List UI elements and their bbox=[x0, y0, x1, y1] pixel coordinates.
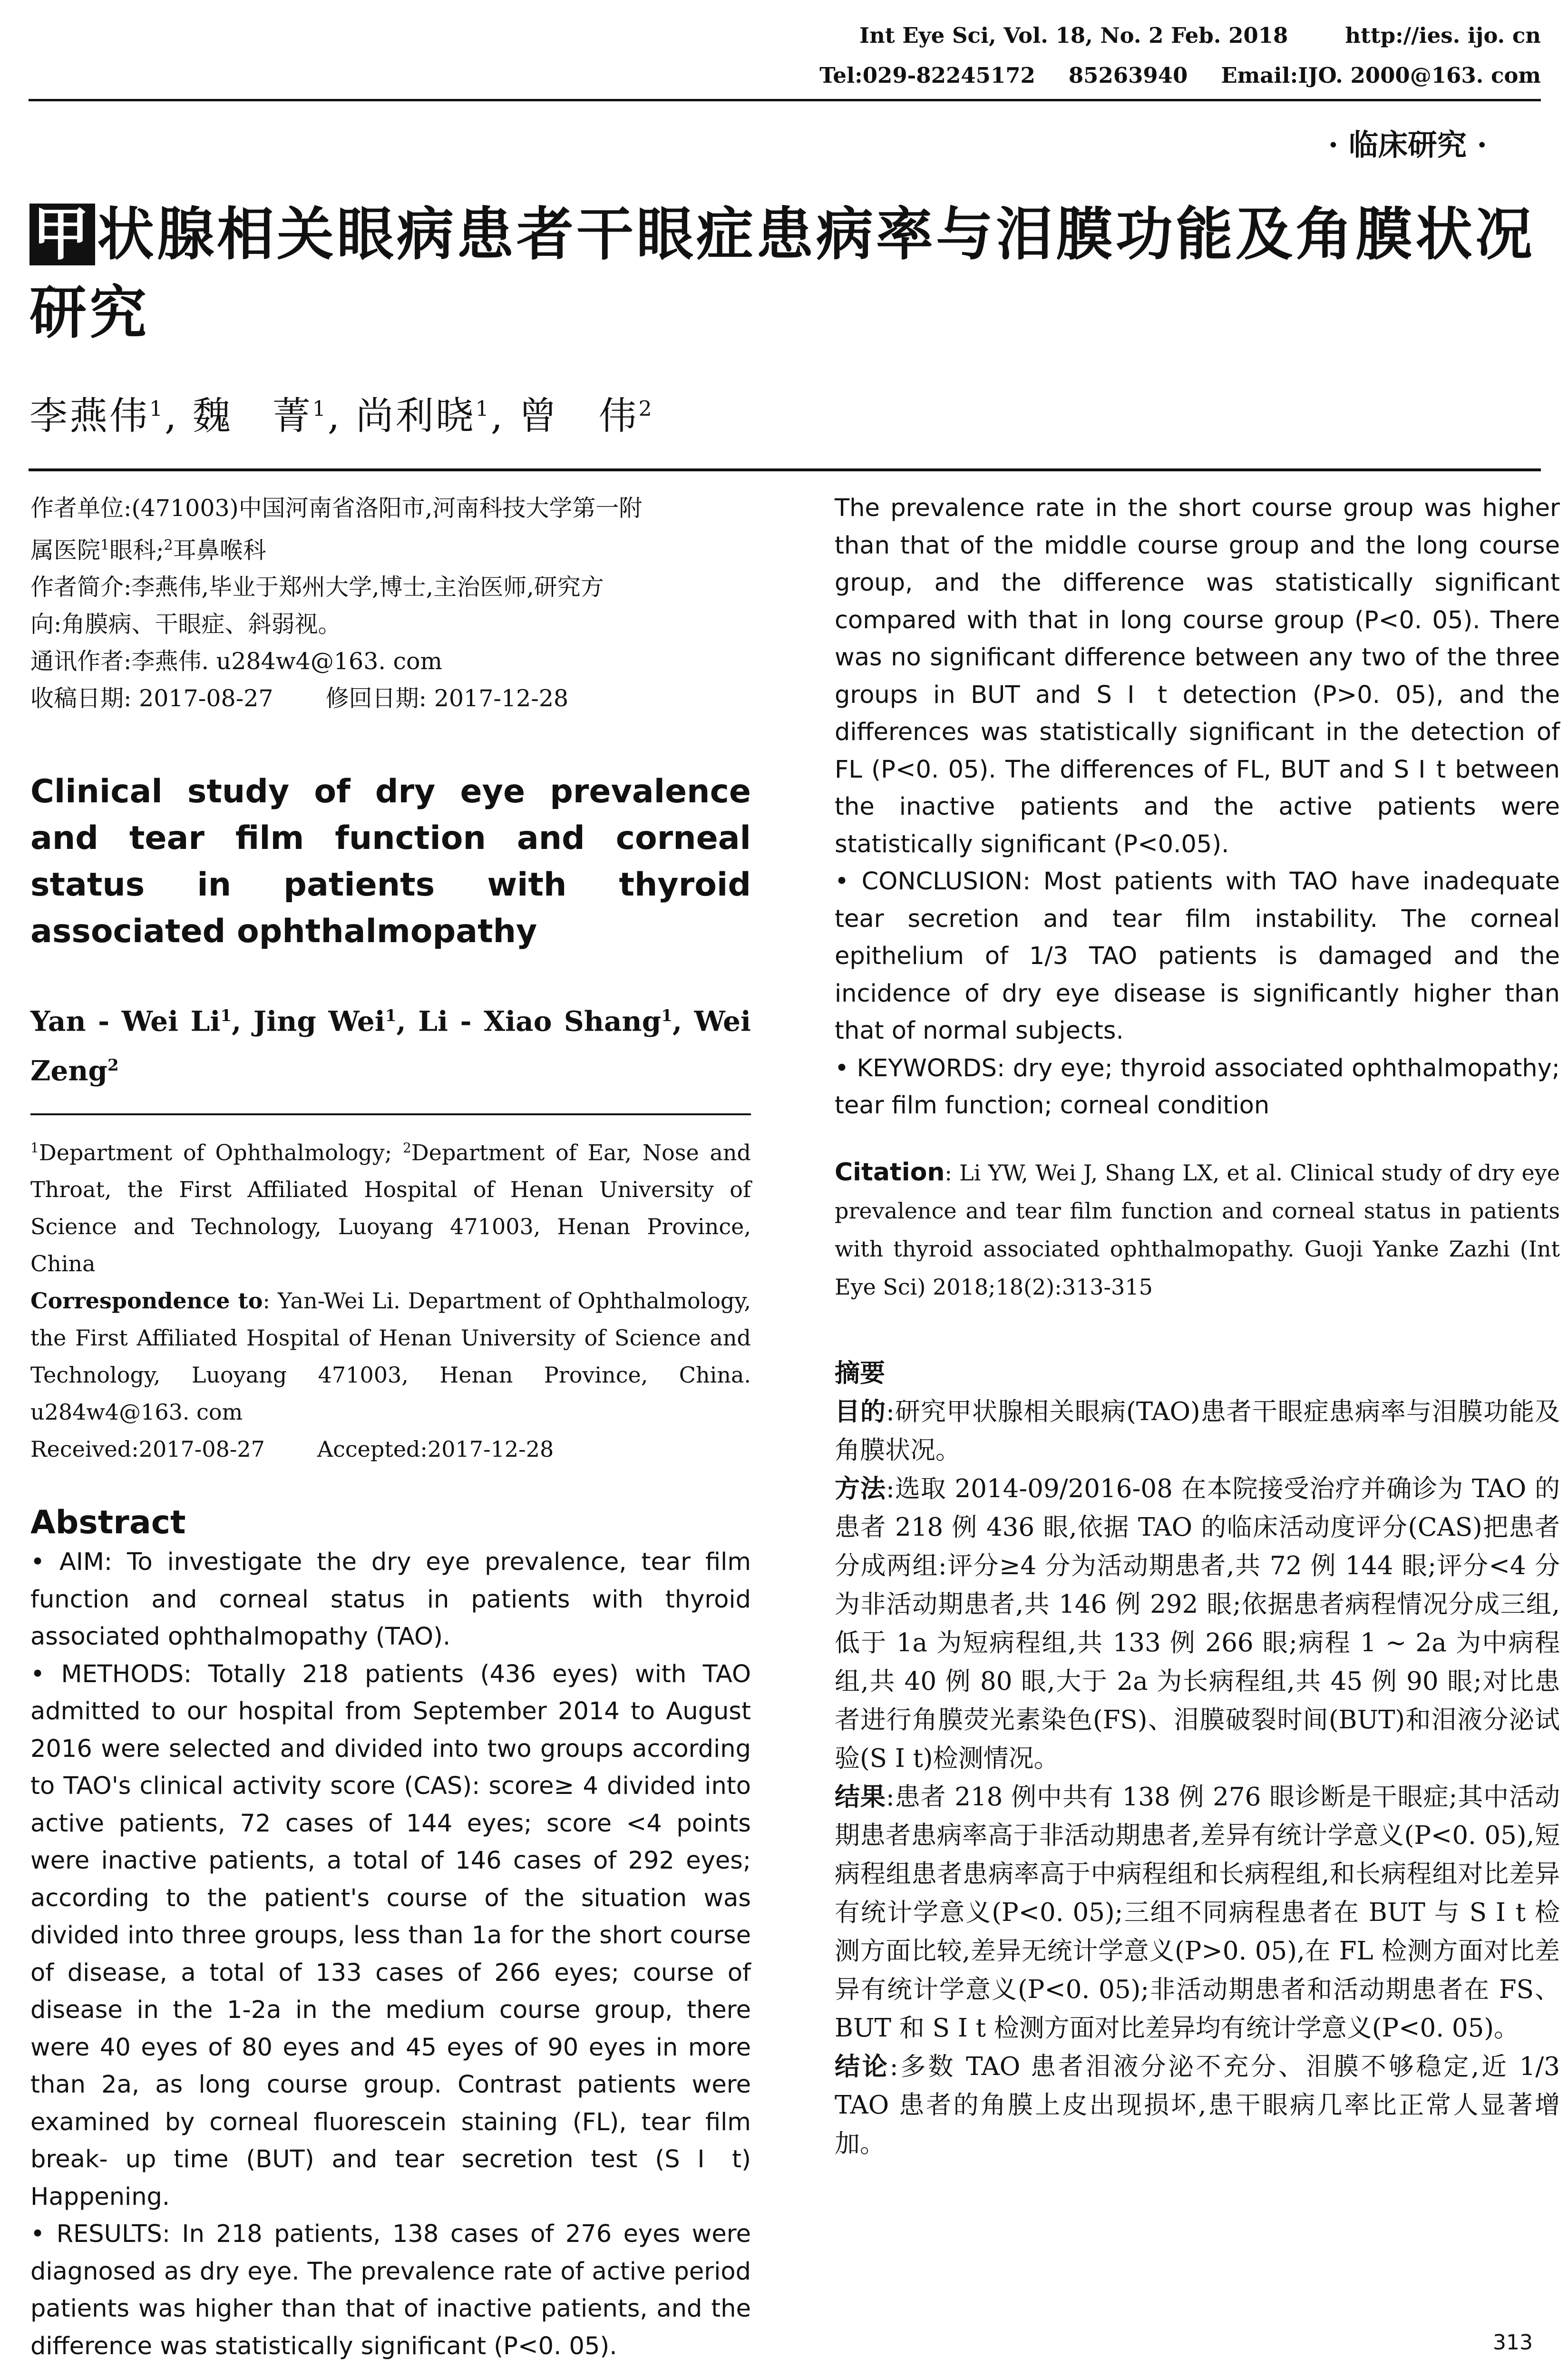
page-number: 313 bbox=[1493, 2330, 1533, 2355]
cn-conclusion: 结论:多数 TAO 患者泪液分泌不充分、泪膜不够稳定,近 1/3 TAO 患者的角膜上皮出现损坏,患干眼病几率比正常人显著增加。 bbox=[835, 2051, 1560, 2158]
journal-citation-line: Int Eye Sci, Vol. 18, No. 2 Feb. 2018 bbox=[859, 23, 1288, 48]
dates-en bbox=[30, 1431, 751, 1468]
title-rest: 状腺相关眼病患者干眼症患病率与泪膜功能及角膜状况研究 bbox=[29, 201, 1535, 346]
cn-methods: 方法:选取 2014-09/2016-08 在本院接受治疗并确诊为 TAO 的患者 218 例 436 眼,依据 TAO 的临床活动度评分(CAS)把患者分成两组:评分≥4 分为活动期患者,共 72 例 144 眼;评分<4 分为非活动期患者,共 146 例 292 眼;依据患者病程情况分成三组,低于 1a 为短病程组,共 133 例 266 眼;病程 1 ~ 2a 为中病程组,共 40 例 80 眼,大于 2a 为长病程组,共 45 例 90 眼;对比患者进行角膜荧光素染色(FS)、泪膜破裂时间(BUT)和泪液分泌试验(S Ⅰ t)检测情况。 bbox=[835, 1473, 1560, 1773]
section-label: · 临床研究 · bbox=[1328, 127, 1487, 162]
author-cn: 李燕伟 bbox=[29, 394, 149, 438]
citation-text: : Li YW, Wei J, Shang LX, et al. Clinical study of dry eye prevalence and tear film function and corneal status in patients with thyroid associated ophthalmopathy. Guoji Yanke Zazhi (Int Eye Sci) 2018;18(2):313-315 bbox=[835, 1159, 1560, 1300]
abstract-aim: • AIM: To investigate the dry eye prevalence, tear film function and corneal status in patients with thyroid associated ophthalmopathy (TAO). bbox=[30, 1548, 751, 1651]
abstract-results-part2: The prevalence rate in the short course group was higher than that of the middle course group and the long course group, and the difference was statistically significant compared with that in long course group (P<0. 05). There was no significant difference between any two of the three groups in BUT and S Ⅰ t detection (P>0. 05), and the differences was statistically significant in the detection of FL (P<0. 05). The differences of FL, BUT and S Ⅰ t between the inactive patients and the active patients were statistically significant (P<0.05). bbox=[835, 494, 1560, 858]
author-cn: 曾 伟 bbox=[518, 394, 639, 438]
journal-tel: Tel:029-82245172 bbox=[819, 63, 1035, 88]
citation-block bbox=[835, 1153, 1560, 1306]
accepted-date-en: Accepted:2017-12-28 bbox=[317, 1436, 554, 1462]
received-date-cn: 收稿日期: 2017-08-27 bbox=[30, 685, 273, 712]
author-affil-sup: 1 bbox=[312, 397, 328, 421]
citation-label: Citation bbox=[835, 1158, 945, 1187]
author-cn: 魏 菁 bbox=[192, 394, 312, 438]
author-separator: , bbox=[490, 394, 505, 438]
chinese-abstract-heading: 摘要 bbox=[835, 1358, 885, 1388]
received-date-en: Received:2017-08-27 bbox=[30, 1436, 265, 1462]
bio-line-1: 作者简介:李燕伟,毕业于郑州大学,博士,主治医师,研究方 bbox=[30, 574, 604, 601]
author-en: Wei Zeng bbox=[30, 1005, 751, 1087]
abstract-heading: Abstract bbox=[30, 1504, 186, 1542]
cn-results: 结果:患者 218 例中共有 138 例 276 眼诊断是干眼症;其中活动期患者患病率高于非活动期患者,差异有统计学意义(P<0. 05),短病程组患者患病率高于中病程组和长病程组,和长病程组对比差异有统计学意义(P<0. 05);三组不同病程患者在 BUT 与 S Ⅰ t 检测方面比较,差异无统计学意义(P>0. 05),在 FL 检测方面对比差异有统计学意义(P<0. 05);非活动期患者和活动期患者在 FS、BUT 和 S Ⅰ t 检测方面对比差异均有统计学意义(P<0. 05)。 bbox=[835, 1782, 1560, 2043]
journal-email: Email:IJO. 2000@163. com bbox=[1221, 63, 1541, 88]
author-en: Jing Wei bbox=[253, 1005, 385, 1038]
author-en: Yan - Wei Li bbox=[30, 1005, 221, 1038]
author-affil-sup: 2 bbox=[638, 397, 654, 421]
author-en: Li - Xiao Shang bbox=[418, 1005, 662, 1038]
abstract-methods: • METHODS: Totally 218 patients (436 eyes) with TAO admitted to our hospital from September 2014 to August 2016 were selected and divided into two groups according to TAO's clinical activity score (CAS): score≥ 4 divided into active patients, 72 cases of 144 eyes; score <4 points were inactive patients, a total of 146 cases of 292 eyes; according to the patient's course of the situation was divided into three groups, less than 1a for the short course of disease, a total of 133 cases of 266 eyes; course of disease in the 1-2a in the medium course group, there were 40 eyes of 80 eyes and 45 eyes of 90 eyes in more than 2a, as long course group. Contrast patients were examined by corneal fluorescein staining (FL), tear film break- up time (BUT) and tear secretion test (S Ⅰ t) Happening. bbox=[30, 1660, 751, 2211]
abstract-results-part1: • RESULTS: In 218 patients, 138 cases of 276 eyes were diagnosed as dry eye. The prevalence rate of active period patients was higher than that of inactive patients, and the difference was statistically significant (P<0. 05). bbox=[30, 2220, 751, 2360]
journal-url[interactable]: http://ies. ijo. cn bbox=[1345, 23, 1541, 48]
author-affil-sup: 1 bbox=[475, 397, 491, 421]
authors-chinese bbox=[29, 385, 654, 440]
journal-header-line bbox=[859, 23, 1541, 48]
affiliation-divider bbox=[30, 1113, 751, 1115]
journal-tel2: 85263940 bbox=[1068, 63, 1188, 88]
journal-contact-line bbox=[819, 63, 1541, 88]
chinese-author-info bbox=[30, 490, 751, 717]
english-authors: Yan - Wei Li$^1$, Jing Wei$^1$, Li - Xiao Shang$^1$, Wei Zeng$^2$ bbox=[30, 1005, 751, 1087]
left-column bbox=[30, 490, 751, 2365]
title-divider bbox=[29, 468, 1541, 471]
author-affil-sup: 1 bbox=[149, 397, 165, 421]
abstract-conclusion: • CONCLUSION: Most patients with TAO have inadequate tear secretion and tear film instability. The corneal epithelium of 1/3 TAO patients is damaged and the incidence of dry eye disease is significantly higher than that of normal subjects. bbox=[835, 867, 1560, 1045]
title-first-char: 甲 bbox=[29, 204, 95, 265]
author-separator: , bbox=[327, 394, 342, 438]
dates-cn bbox=[30, 680, 751, 717]
bio-line-2: 向:角膜病、干眼症、斜弱视。 bbox=[30, 611, 341, 638]
correspondence-cn: 通讯作者:李燕伟. u284w4@163. com bbox=[30, 648, 442, 675]
revised-date-cn: 修回日期: 2017-12-28 bbox=[325, 685, 569, 712]
departments: $^1$Department of Ophthalmology; $^2$Department of Ear, Nose and Throat, the First Affiliated Hospital of Henan University of Science and Technology, Luoyang 471003, Henan Province, China bbox=[30, 1140, 751, 1277]
author-cn: 尚利晓 bbox=[355, 394, 476, 438]
english-title: Clinical study of dry eye prevalence and tear film function and corneal status in patients with thyroid associated ophthalmopathy bbox=[30, 773, 751, 951]
right-column bbox=[835, 490, 1560, 2163]
affiliation-block bbox=[30, 1130, 751, 1468]
correspondence-en: Correspondence to: Yan-Wei Li. Department of Ophthalmology, the First Affiliated Hospital of Henan University of Science and Technology, Luoyang 471003, Henan Province, China. u284w4@163. com bbox=[30, 1288, 751, 1425]
author-separator: , bbox=[165, 394, 179, 438]
abstract-keywords: • KEYWORDS: dry eye; thyroid associated ophthalmopathy; tear film function; corneal condition bbox=[835, 1054, 1560, 1120]
unit-line-1: 作者单位:(471003)中国河南省洛阳市,河南科技大学第一附 bbox=[30, 495, 643, 522]
unit-line-2: 属医院$^1$眼科;$^2$耳鼻喉科 bbox=[30, 536, 266, 564]
header-divider bbox=[29, 99, 1541, 101]
article-title bbox=[29, 195, 1542, 352]
cn-aim: 目的:研究甲状腺相关眼病(TAO)患者干眼症患病率与泪膜功能及角膜状况。 bbox=[835, 1396, 1560, 1465]
